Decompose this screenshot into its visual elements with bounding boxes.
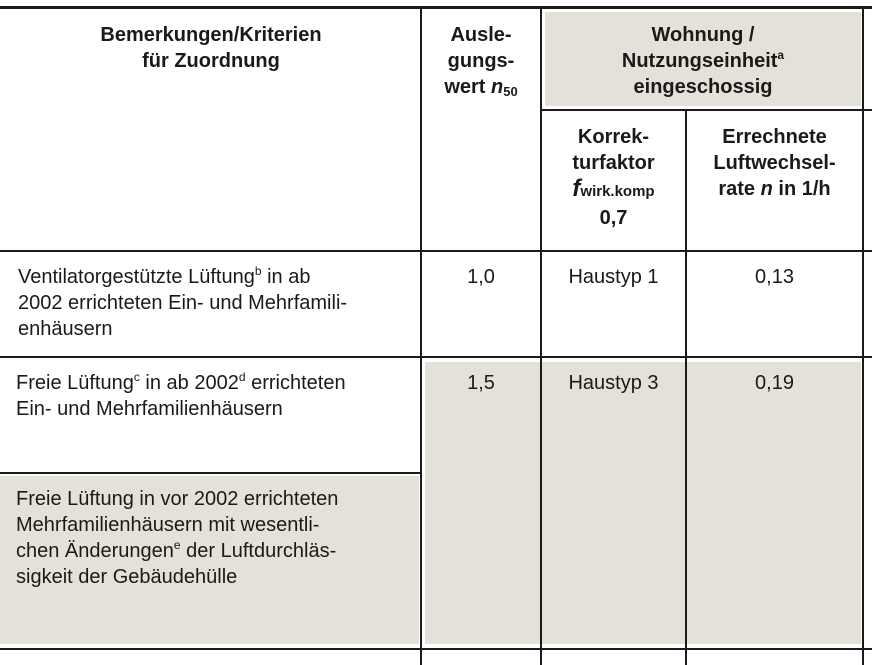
header-design-value-prefix: wert xyxy=(444,76,491,98)
header-correction-sub: wirk.komp xyxy=(580,183,655,200)
row3-criteria-line4: sigkeit der Gebäudehülle xyxy=(16,566,238,588)
header-design-value-line3 xyxy=(422,74,540,100)
row3-criteria-line3 xyxy=(16,538,418,564)
header-group xyxy=(545,22,861,100)
header-design-value-sub: 50 xyxy=(503,84,518,99)
row3-criteria-line1: Freie Lüftung in vor 2002 errichteten xyxy=(16,488,339,510)
row1-criteria-part2: in ab xyxy=(261,266,311,288)
row2-criteria-part3: errichteten xyxy=(245,372,346,394)
header-correction-value: 0,7 xyxy=(599,207,628,229)
row2-criteria-part1: Freie Lüftung xyxy=(16,372,134,394)
header-correction-line1: Korrek- xyxy=(577,126,650,148)
header-correction-factor xyxy=(542,124,685,231)
row1-criteria-line3: enhäusern xyxy=(18,318,113,340)
header-rate-line1: Errechnete xyxy=(722,126,827,148)
header-design-value-var: n xyxy=(491,76,504,98)
header-bottom-rule xyxy=(0,250,872,252)
row3-bottom-rule xyxy=(0,648,872,650)
top-rule xyxy=(0,6,872,9)
group-rule xyxy=(541,109,872,111)
header-group-line3: eingeschossig xyxy=(633,76,773,98)
header-correction-line2: turfaktor xyxy=(572,152,655,174)
row2-shade xyxy=(425,362,861,644)
row1-criteria-line1 xyxy=(18,264,418,290)
row1-criteria-part1: Ventilatorgestützte Lüftung xyxy=(18,266,255,288)
row3-criteria-line2: Mehrfamilienhäusern mit wesentli- xyxy=(16,514,320,536)
row1-design-value: 1,0 xyxy=(467,266,495,288)
col-divider-1 xyxy=(420,8,422,665)
col-divider-2 xyxy=(540,8,542,665)
header-group-line2 xyxy=(545,48,861,74)
col-divider-4 xyxy=(862,8,864,665)
header-correction-line3 xyxy=(542,176,685,205)
header-group-line2-text: Nutzungseinheit xyxy=(621,50,778,72)
row2-air-change-rate: 0,19 xyxy=(755,372,794,394)
row3-criteria-line3-part1: chen Änderungen xyxy=(16,540,174,562)
row2-criteria-part2: in ab 2002 xyxy=(139,372,239,394)
row2-house-type: Haustyp 3 xyxy=(568,372,659,394)
header-group-line1: Wohnung / xyxy=(651,24,755,46)
header-design-value xyxy=(422,22,540,100)
header-air-change-rate xyxy=(687,124,862,202)
row1-criteria-line2: 2002 errichteten Ein- und Mehrfamili- xyxy=(18,292,348,314)
header-rate-prefix: rate xyxy=(718,178,761,200)
row2-criteria-line1 xyxy=(16,370,418,396)
row3-criteria-sup: e xyxy=(173,538,181,552)
header-criteria xyxy=(0,22,422,74)
header-rate-line2: Luftwechsel- xyxy=(713,152,836,174)
header-rate-var: n xyxy=(760,178,773,200)
row3-criteria xyxy=(16,486,418,590)
header-rate-line3 xyxy=(687,176,862,202)
row1-air-change-rate: 0,13 xyxy=(755,266,794,288)
row2-design-value: 1,5 xyxy=(467,372,495,394)
row1-bottom-rule xyxy=(0,356,872,358)
row1-house-type: Haustyp 1 xyxy=(568,266,659,288)
header-criteria-line1: Bemerkungen/Kriterien xyxy=(100,24,322,46)
row2-criteria-sup2: d xyxy=(238,370,246,384)
row2-bottom-rule xyxy=(0,472,421,474)
row1-criteria xyxy=(18,264,418,342)
header-design-value-line1: Ausle- xyxy=(450,24,512,46)
header-group-sup: a xyxy=(777,48,785,62)
row2-criteria xyxy=(16,370,418,422)
header-correction-var: f xyxy=(572,175,581,202)
header-rate-suffix: in 1/h xyxy=(772,178,831,200)
header-criteria-line2: für Zuordnung xyxy=(142,50,280,72)
row1-criteria-sup: b xyxy=(254,264,262,278)
row2-criteria-line2: Ein- und Mehrfamilienhäusern xyxy=(16,398,283,420)
row3-criteria-line3-part2: der Luftdurchläs- xyxy=(180,540,337,562)
row2-criteria-sup1: c xyxy=(133,370,140,384)
header-design-value-line2: gungs- xyxy=(447,50,515,72)
